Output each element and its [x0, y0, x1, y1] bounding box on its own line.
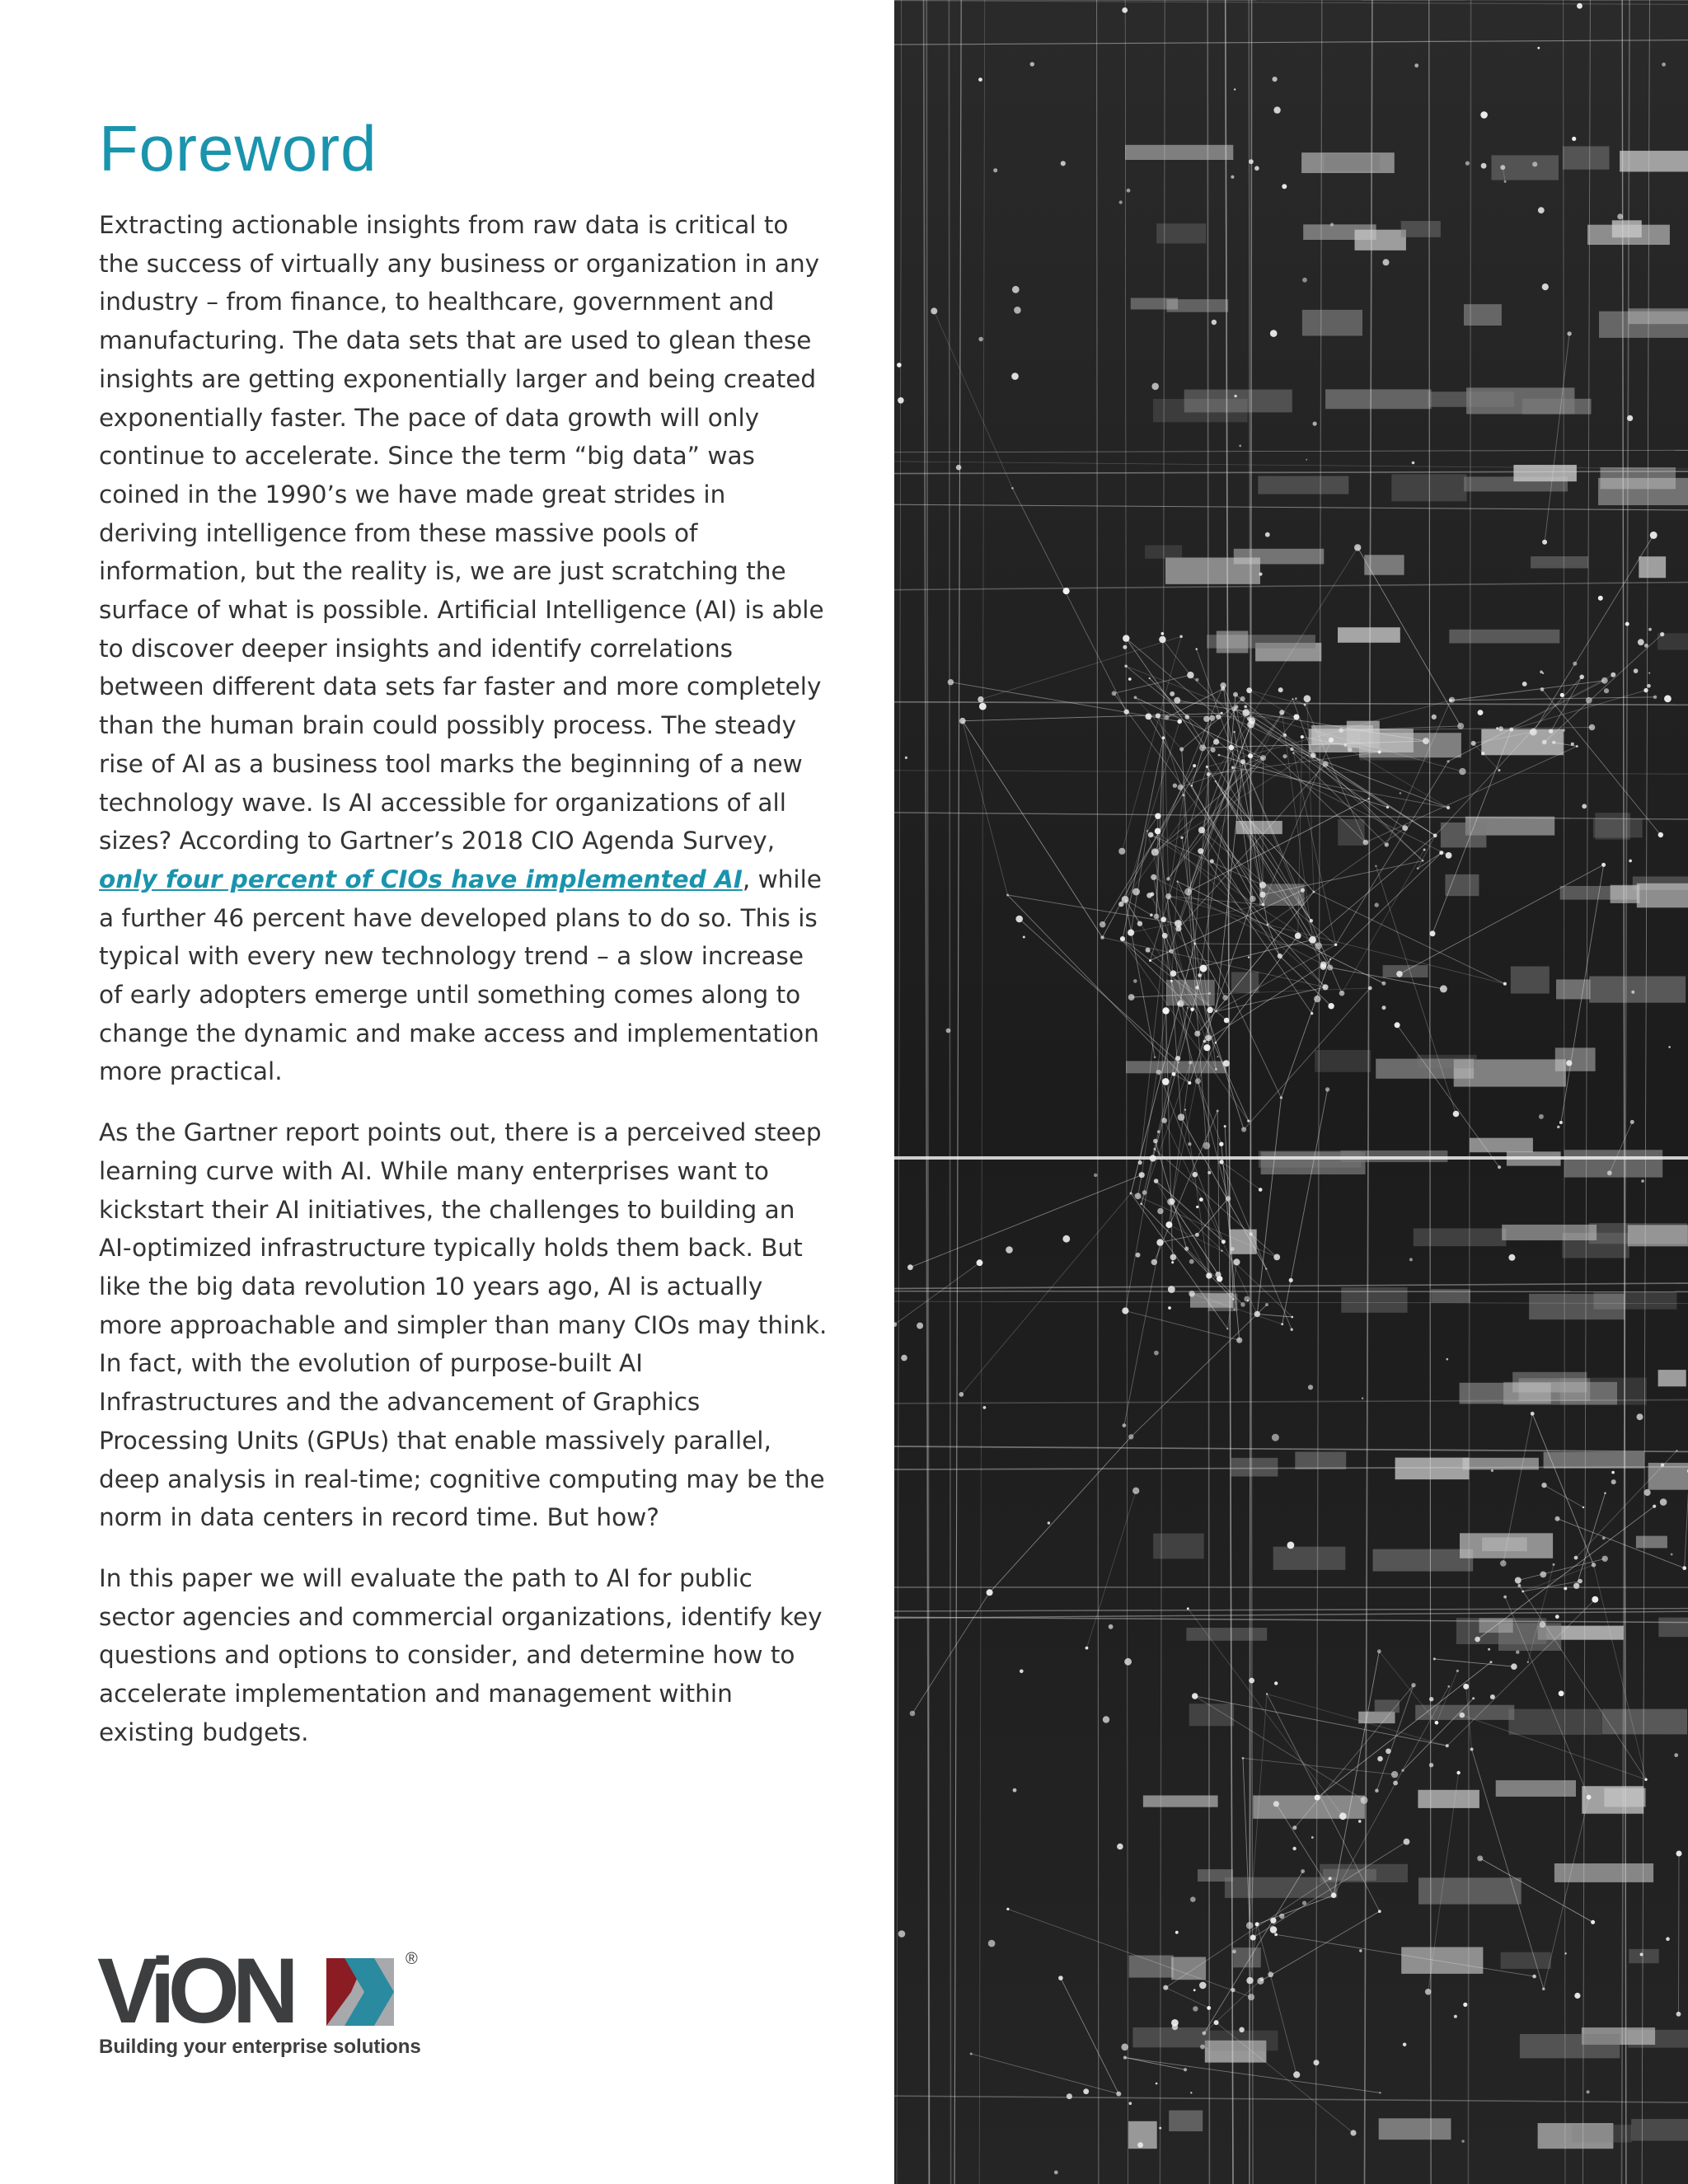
paragraph-1-text-end: , while a further 46 percent have developed plans to do so. This is typical with every new technology trend – a slow increase of early adopters emerge until something comes along to change the dynamic and make access and implementation more practical.: [99, 865, 822, 1086]
logo-wordmark: ViON: [97, 1939, 292, 2042]
vion-logo: [97, 1939, 443, 2061]
network-illustration: [894, 0, 1688, 2184]
paragraph-3: In this paper we will evaluate the path to AI for public sector agencies and commercial organizations, identify key questions and options to consider, and determine how to accelerate implementation and management within existing budgets.: [99, 1563, 823, 1746]
page-title: Foreword: [99, 112, 377, 185]
paragraph-1: [99, 206, 828, 1091]
paragraph-1-text: Extracting actionable insights from raw data is critical to the success of virtually any business or organization in any industry – from finance, to healthcare, government and manufacturing. The data sets that are used to glean these insights are getting exponentially larger and being created exponentially faster. The pace of data growth will only continue to accelerate. Since the term “big data” was coined in the 1990’s we have made great strides in deriving intelligence from these massive pools of information, but the reality is, we are just scratching the surface of what is possible. Artificial Intelligence (AI) is able to discover deeper insights and identify correlations between different data sets far faster and more completely than the human brain could possibly process. The steady rise of AI as a business tool marks the beginning of a new technology wave. Is AI accessible for organizations of all sizes? According to Gartner’s 2018 CIO Agenda Survey,: [99, 211, 824, 855]
network-face-image: [894, 0, 1688, 2184]
logo-arrow-icon: [326, 1958, 394, 2026]
registered-mark: ®: [406, 1950, 418, 1968]
paragraph-2: As the Gartner report points out, there is a perceived steep learning curve with AI. While many enterprises want to kickstart their AI initiatives, the challenges to building an AI-optimized infrastructure typically holds them back. But like the big data revolution 10 years ago, AI is actually more approachable and simpler than many CIOs may think. In fact, with the evolution of purpose-built AI Infrastructures and the advancement of Graphics Processing Units (GPUs) that enable massively parallel, deep analysis in real-time; cognitive computing may be the norm in data centers in record time. But how?: [99, 1118, 828, 1532]
body-text: [99, 206, 828, 1774]
gartner-statistic-link[interactable]: only four percent of CIOs have implemented AI: [99, 865, 743, 893]
logo-tagline: Building your enterprise solutions: [99, 2036, 421, 2058]
